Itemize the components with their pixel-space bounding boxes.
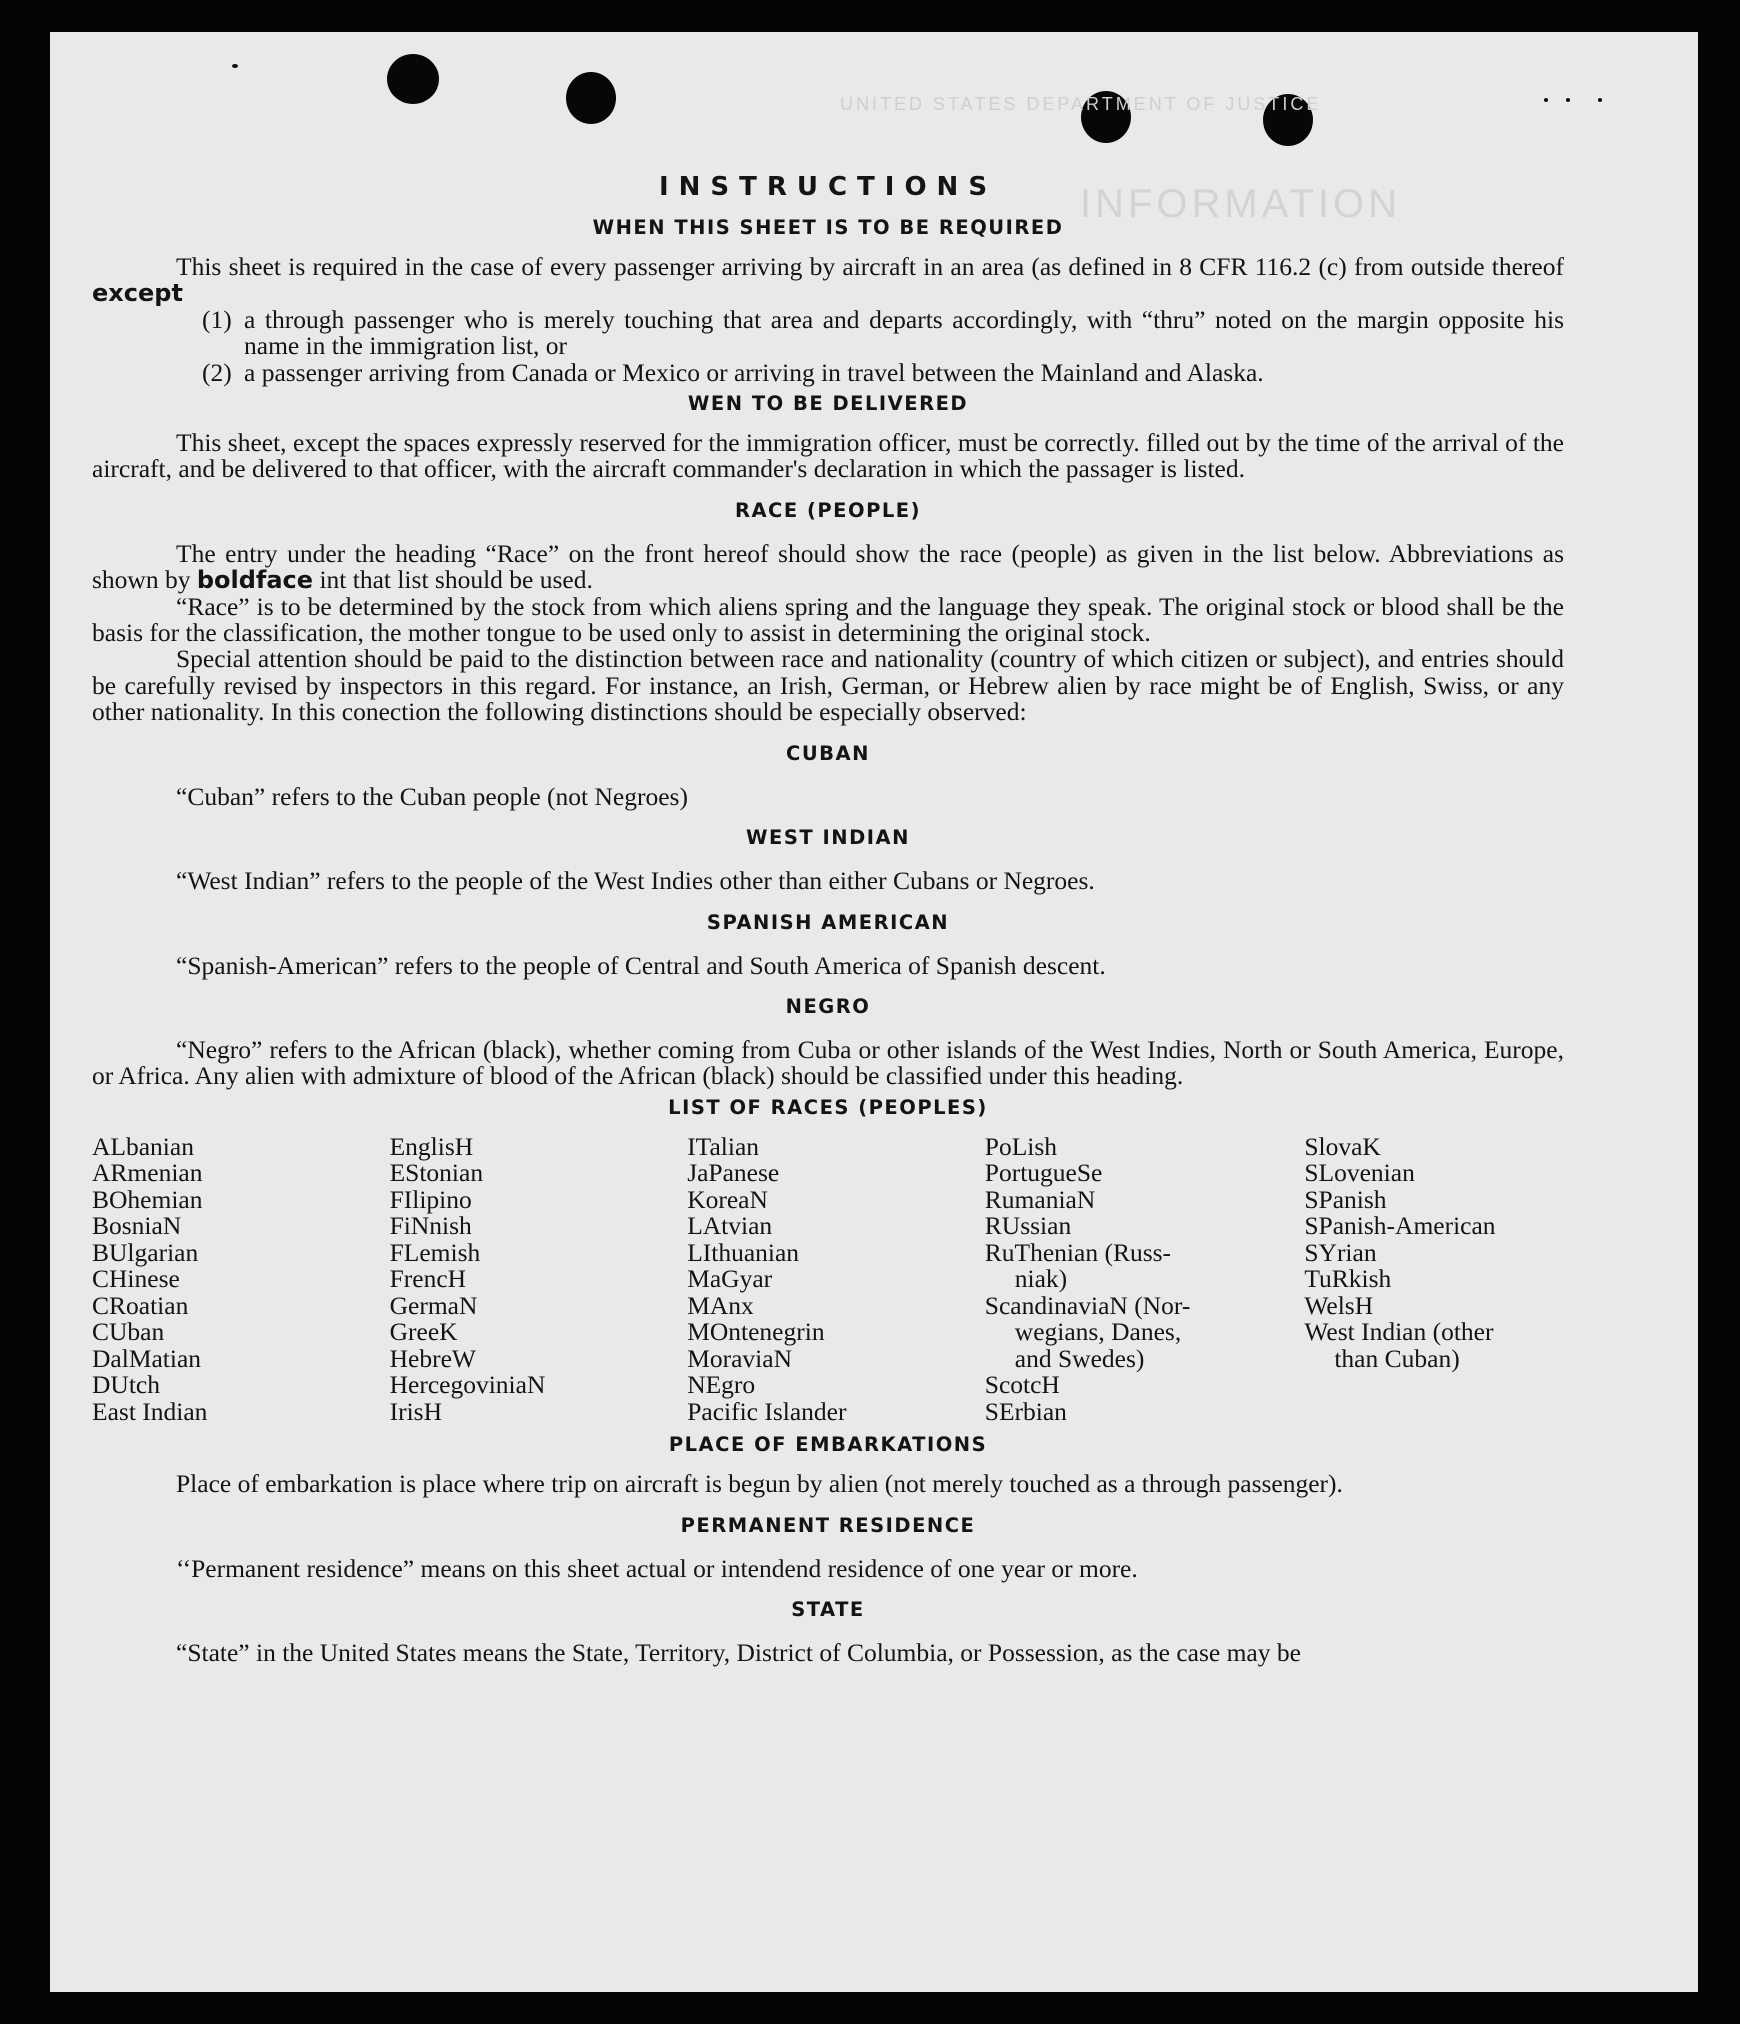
except-bold: except: [92, 279, 183, 308]
embarkation-paragraph: Place of embarkation is place where trip on aircraft is begun by alien (not merely touched as a through passenger).: [176, 1469, 1343, 1499]
race-item: LIthuanian: [687, 1237, 800, 1267]
race-item: JaPanese: [687, 1158, 780, 1188]
race-item: DUtch: [92, 1370, 160, 1400]
state-paragraph: “State” in the United States means the State, Territory, District of Columbia, or Possession, as the case may be: [176, 1638, 1301, 1668]
speck: [1566, 98, 1570, 102]
heading-spanish-american: SPANISH AMERICAN: [706, 910, 950, 934]
race-item: EnglisH: [389, 1131, 474, 1161]
race-item: RuThenian (Russ-: [984, 1237, 1172, 1267]
race-item: RumaniaN: [984, 1184, 1096, 1214]
race-item: DalMatian: [92, 1343, 202, 1373]
race-item: GermaN: [389, 1290, 478, 1320]
race-item-continuation: and Swedes): [1014, 1343, 1145, 1373]
race-item: LAtvian: [687, 1211, 773, 1241]
heading-cuban: CUBAN: [786, 741, 870, 765]
spanish-american-paragraph: “Spanish-American” refers to the people of Central and South America of Spanish descent.: [176, 950, 1106, 980]
bleed-through: UNITED STATES DEPARTMENT OF JUSTICE: [840, 94, 1322, 114]
race-item: BOhemian: [92, 1184, 203, 1214]
race-column: [687, 1131, 985, 1426]
race-item: FLemish: [389, 1237, 481, 1267]
race-item: BUlgarian: [92, 1237, 199, 1267]
list-item: [202, 304, 1564, 361]
race-item: NEgro: [687, 1370, 756, 1400]
race-item: MoraviaN: [687, 1343, 792, 1373]
race-item: PortugueSe: [984, 1158, 1103, 1188]
heading-embarkation: PLACE OF EMBARKATIONS: [668, 1433, 988, 1457]
race-column: [92, 1131, 390, 1426]
speck: [1544, 98, 1548, 102]
race-item: RUssian: [984, 1211, 1072, 1241]
page-title: INSTRUCTIONS: [658, 172, 998, 202]
race-item: MaGyar: [687, 1264, 773, 1294]
race-item: EStonian: [389, 1158, 484, 1188]
race-column: [1304, 1131, 1564, 1426]
race-item: CUban: [92, 1317, 165, 1347]
cuban-paragraph: “Cuban” refers to the Cuban people (not Negroes): [176, 781, 688, 811]
when-required-paragraph: This sheet is required in the case of every passenger arriving by aircraft in an area (as defined in 8 CFR 116.2 (c) from outside thereof except: [92, 252, 1564, 308]
race-item: East Indian: [92, 1396, 208, 1426]
speck: [1598, 98, 1602, 102]
race-item: PoLish: [984, 1131, 1058, 1161]
when-delivered-paragraph: This sheet, except the spaces expressly reserved for the immigration officer, must be correctly. filled out by the time of the arrival of the aircraft, and be delivered to that officer, with the aircraft commander's declaration in which the passager is listed.: [92, 428, 1564, 484]
race-item-continuation: than Cuban): [1334, 1343, 1460, 1373]
race-item: CHinese: [92, 1264, 180, 1294]
punch-hole: [387, 54, 439, 104]
heading-permanent-residence: PERMANENT RESIDENCE: [680, 1513, 976, 1537]
race-item: IrisH: [389, 1396, 443, 1426]
race-list: [92, 1131, 1564, 1426]
west-indian-paragraph: “West Indian” refers to the people of the West Indies other than either Cubans or Negroes.: [176, 866, 1095, 896]
race-item: SYrian: [1304, 1237, 1377, 1267]
race-item-continuation: niak): [1014, 1264, 1068, 1294]
race-item: HercegoviniaN: [389, 1370, 546, 1400]
race-column: [389, 1131, 688, 1426]
list-item-text: a through passenger who is merely touching that area and departs accordingly, with “thru” noted on the margin opposite his name in the immigration list, or: [244, 304, 1564, 361]
race-item: GreeK: [389, 1317, 458, 1347]
race-column: [984, 1131, 1305, 1426]
race-item: ScandinaviaN (Nor-: [984, 1290, 1191, 1320]
race-item: Pacific Islander: [687, 1396, 847, 1426]
residence-paragraph: ‘‘Permanent residence” means on this sheet actual or intendend residence of one year or more.: [176, 1553, 1138, 1583]
heading-when-delivered: WEN TO BE DELIVERED: [687, 392, 969, 416]
race-item: HebreW: [389, 1343, 476, 1373]
race-paragraph-2: “Race” is to be determined by the stock from which aliens spring and the language they speak. The original stock or blood shall be the basis for the classification, the mother tongue to be used only to assist in determining the original stock.: [92, 591, 1564, 648]
race-item: FIlipino: [389, 1184, 472, 1214]
race-paragraph-1: The entry under the heading “Race” on the front hereof should show the race (people) as given in the list below. Abbreviations as shown by boldface int that list should be used.: [92, 538, 1564, 595]
heading-list-of-races: LIST OF RACES (PEOPLES): [668, 1095, 988, 1119]
race-item: SPanish: [1304, 1184, 1387, 1214]
list-item: [202, 357, 1564, 387]
race-item: FrencH: [389, 1264, 467, 1294]
race-item: SPanish-American: [1304, 1211, 1496, 1241]
race-item: SLovenian: [1304, 1158, 1415, 1188]
heading-race: RACE (PEOPLE): [734, 498, 922, 522]
race-item: TuRkish: [1304, 1264, 1392, 1294]
bleed-through: INFORMATION: [1080, 182, 1402, 226]
heading-state: STATE: [791, 1598, 865, 1622]
race-item: ScotcH: [984, 1370, 1060, 1400]
heading-negro: NEGRO: [785, 994, 871, 1018]
heading-west-indian: WEST INDIAN: [746, 826, 910, 850]
race-paragraph-3: Special attention should be paid to the distinction between race and nationality (country of which citizen or subject), and entries should be carefully revised by inspectors in this regard. For instance, an Irish, German, or Hebrew alien by race might be of English, Swiss, or any other nationality. In this conection the following distinctions should be especially observed:: [92, 644, 1564, 727]
race-item: KoreaN: [687, 1184, 768, 1214]
race-item: SlovaK: [1304, 1131, 1381, 1161]
list-item-text: a passenger arriving from Canada or Mexico or arriving in travel between the Mainland and Alaska.: [244, 357, 1264, 387]
race-item: ARmenian: [92, 1158, 203, 1188]
race-item-continuation: wegians, Danes,: [1014, 1317, 1182, 1347]
race-item: FiNnish: [389, 1211, 472, 1241]
race-item: MOntenegrin: [687, 1317, 825, 1347]
race-item: WelsH: [1304, 1290, 1374, 1320]
race-item: CRoatian: [92, 1290, 189, 1320]
punch-hole: [566, 72, 616, 124]
instructions-body: [92, 172, 1564, 1666]
list-item-number: (2): [202, 357, 232, 387]
negro-paragraph: “Negro” refers to the African (black), whether coming from Cuba or other islands of the West Indies, North or South America, Europe, or Africa. Any alien with admixture of blood of the African (black) should be classified under this heading.: [92, 1034, 1564, 1091]
race-item: ALbanian: [92, 1131, 194, 1161]
race-item: West Indian (other: [1304, 1317, 1494, 1347]
speck: [232, 64, 238, 68]
race-item: MAnx: [687, 1290, 754, 1320]
race-item: SErbian: [984, 1396, 1067, 1426]
document-page: [50, 32, 1698, 1992]
list-item-number: (1): [202, 304, 232, 334]
boldface-bold: boldface: [196, 566, 314, 595]
race-item: BosniaN: [92, 1211, 182, 1241]
race-item: ITalian: [687, 1131, 760, 1161]
heading-when-required: WHEN THIS SHEET IS TO BE REQUIRED: [592, 216, 1064, 239]
